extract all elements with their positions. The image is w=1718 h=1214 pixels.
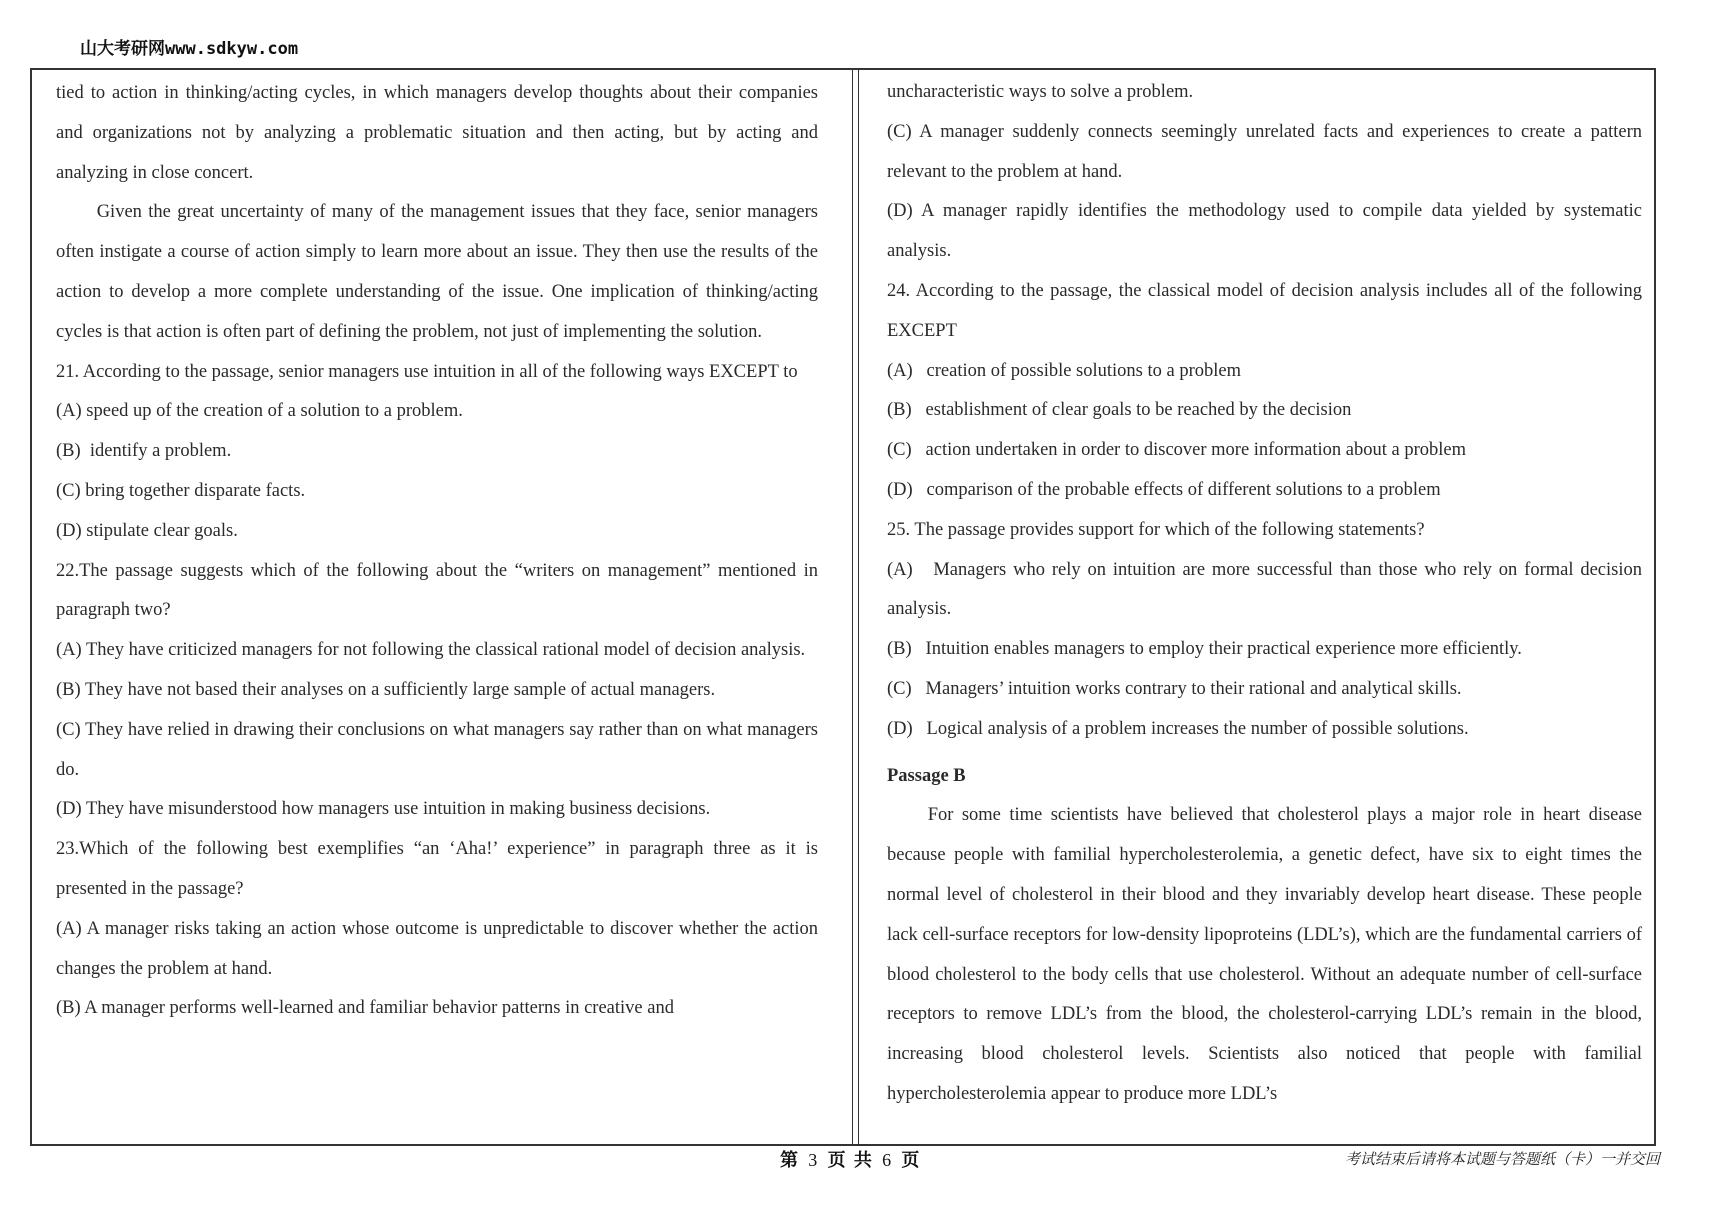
q23-option-b-continued: uncharacteristic ways to solve a problem. bbox=[887, 82, 1194, 102]
question-21: 21. According to the passage, senior managers use intuition in all of the following ways EXCEPT to bbox=[56, 361, 798, 382]
page-number: 3 bbox=[808, 1150, 819, 1170]
question-23: 23.Which of the following best exemplifies “an ‘Aha!’ experience” in paragraph three as it is presented in the passage? bbox=[56, 839, 818, 899]
q25-option-a: (A) Managers who rely on intuition are more successful than those who rely on formal decision analysis. bbox=[887, 559, 1647, 620]
right-column bbox=[887, 73, 1647, 1115]
site-header: 山大考研网www.sdkyw.com bbox=[80, 39, 299, 59]
q25-option-c: (C) Managers’ intuition works contrary to their rational and analytical skills. bbox=[887, 678, 1462, 699]
q23-option-b: (B) A manager performs well-learned and familiar behavior patterns in creative and bbox=[56, 998, 674, 1019]
paragraph-continuation: tied to action in thinking/acting cycles, in which managers develop thoughts about their companies and organizations not by analyzing a problematic situation and then acting, but by acting and analyzing in close concert. bbox=[56, 83, 818, 183]
q21-option-d: (D) stipulate clear goals. bbox=[56, 520, 238, 541]
paragraph-uncertainty: Given the great uncertainty of many of the management issues that they face, senior managers often instigate a course of action simply to learn more about an issue. They then use the results of the action to develop a more complete understanding of the issue. One implication of thinking/acting cycles is that action is often part of defining the problem, not just of implementing the solution. bbox=[56, 202, 818, 342]
q24-option-d: (D) comparison of the probable effects of different solutions to a problem bbox=[887, 479, 1441, 500]
passage-b-heading: Passage B bbox=[887, 765, 966, 786]
exam-page-frame bbox=[30, 68, 1656, 1146]
page-middle: 页 共 bbox=[827, 1150, 873, 1171]
q22-option-a: (A) They have criticized managers for not following the classical rational model of decision analysis. bbox=[56, 640, 806, 661]
q23-option-d: (D) A manager rapidly identifies the methodology used to compile data yielded by systematic analysis. bbox=[887, 201, 1647, 262]
page-total: 6 bbox=[882, 1150, 893, 1170]
passage-b-paragraph: For some time scientists have believed that cholesterol plays a major role in heart disease because people with familial hypercholesterolemia, a genetic defect, have six to eight times the normal level of cholesterol in their blood and they invariably develop heart disease. These people lack cell-surface receptors for low-density lipoproteins (LDL’s), which are the fundamental carriers of blood cholesterol to the body cells that use cholesterol. Without an adequate number of cell-surface receptors to remove LDL’s from the blood, the cholesterol-carrying LDL’s remain in the blood, increasing blood cholesterol levels. Scientists also noticed that people with familial hypercholesterolemia appear to produce more LDL’s bbox=[887, 805, 1642, 1104]
column-divider bbox=[852, 70, 859, 1144]
q21-option-a: (A) speed up of the creation of a solution to a problem. bbox=[56, 401, 463, 422]
q22-option-c: (C) They have relied in drawing their conclusions on what managers say rather than on what managers do. bbox=[56, 719, 823, 780]
question-25: 25. The passage provides support for which of the following statements? bbox=[887, 519, 1425, 540]
question-24: 24. According to the passage, the classical model of decision analysis includes all of the following EXCEPT bbox=[887, 280, 1642, 341]
q21-option-c: (C) bring together disparate facts. bbox=[56, 480, 306, 501]
question-22: 22.The passage suggests which of the following about the “writers on management” mentioned in paragraph two? bbox=[56, 560, 818, 621]
q24-option-c: (C) action undertaken in order to discover more information about a problem bbox=[887, 440, 1466, 461]
q21-option-b: (B) identify a problem. bbox=[56, 441, 232, 462]
q23-option-a: (A) A manager risks taking an action whose outcome is unpredictable to discover whether the action changes the problem at hand. bbox=[56, 918, 823, 979]
q22-option-b: (B) They have not based their analyses on a sufficiently large sample of actual managers. bbox=[56, 679, 716, 700]
q24-option-a: (A) creation of possible solutions to a problem bbox=[887, 360, 1242, 381]
q24-option-b: (B) establishment of clear goals to be reached by the decision bbox=[887, 400, 1352, 421]
footer-instruction: 考试结束后请将本试题与答题纸（卡）一并交回 bbox=[1344, 1150, 1660, 1168]
page-prefix: 第 bbox=[780, 1150, 799, 1171]
q25-option-d: (D) Logical analysis of a problem increases the number of possible solutions. bbox=[887, 718, 1469, 739]
page-number-footer bbox=[780, 1146, 920, 1172]
page-suffix: 页 bbox=[901, 1150, 921, 1171]
left-column bbox=[56, 74, 823, 1029]
q23-option-c: (C) A manager suddenly connects seemingly unrelated facts and experiences to create a pattern relevant to the problem at hand. bbox=[887, 121, 1647, 182]
q25-option-b: (B) Intuition enables managers to employ their practical experience more efficiently. bbox=[887, 639, 1522, 660]
q22-option-d: (D) They have misunderstood how managers use intuition in making business decisions. bbox=[56, 799, 711, 820]
